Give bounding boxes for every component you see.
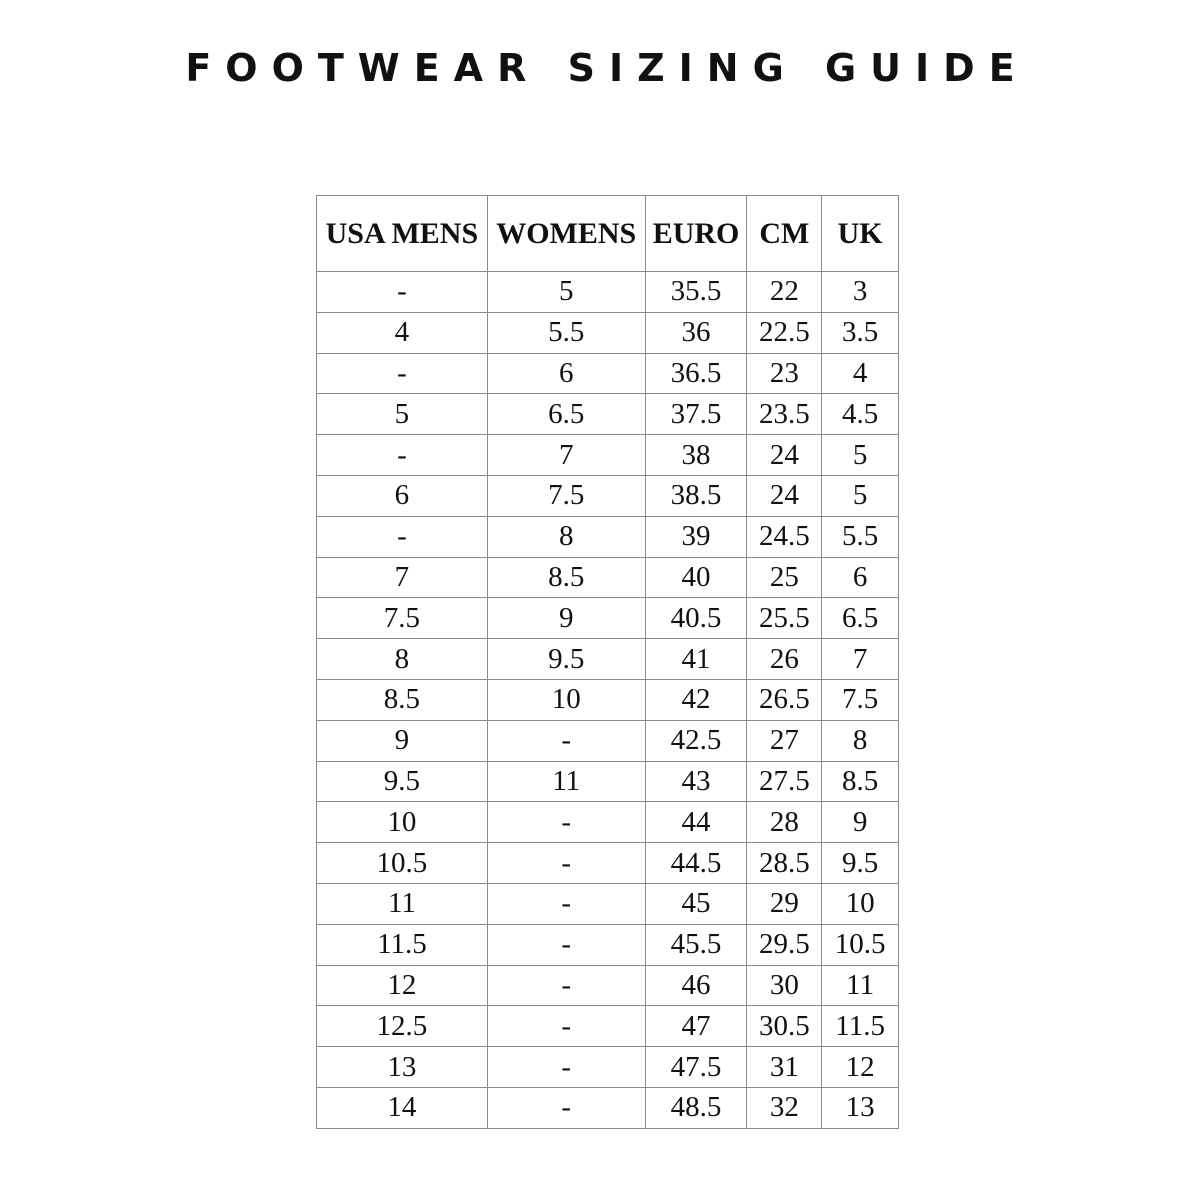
cell-euro: 44 xyxy=(645,802,747,843)
cell-uk: 11 xyxy=(822,965,899,1006)
cell-cm: 29.5 xyxy=(747,924,822,965)
column-header-cm: CM xyxy=(747,196,822,272)
cell-womens: - xyxy=(487,965,645,1006)
sizing-table xyxy=(316,195,899,1129)
cell-euro: 43 xyxy=(645,761,747,802)
cell-euro: 46 xyxy=(645,965,747,1006)
cell-cm: 25.5 xyxy=(747,598,822,639)
cell-uk: 4 xyxy=(822,353,899,394)
cell-usa-mens: 8.5 xyxy=(317,679,488,720)
cell-uk: 6 xyxy=(822,557,899,598)
cell-uk: 8 xyxy=(822,720,899,761)
cell-uk: 3.5 xyxy=(822,312,899,353)
table-body xyxy=(317,272,899,1129)
cell-cm: 30.5 xyxy=(747,1006,822,1047)
cell-uk: 3 xyxy=(822,272,899,313)
cell-cm: 30 xyxy=(747,965,822,1006)
cell-womens: 7 xyxy=(487,435,645,476)
cell-uk: 13 xyxy=(822,1087,899,1128)
cell-euro: 39 xyxy=(645,516,747,557)
cell-uk: 5 xyxy=(822,435,899,476)
cell-uk: 7.5 xyxy=(822,679,899,720)
cell-womens: 9.5 xyxy=(487,639,645,680)
cell-womens: 6 xyxy=(487,353,645,394)
table-row xyxy=(317,475,899,516)
cell-womens: 6.5 xyxy=(487,394,645,435)
cell-euro: 44.5 xyxy=(645,843,747,884)
cell-usa-mens: 8 xyxy=(317,639,488,680)
cell-cm: 25 xyxy=(747,557,822,598)
table-row xyxy=(317,272,899,313)
cell-cm: 28 xyxy=(747,802,822,843)
cell-usa-mens: 13 xyxy=(317,1047,488,1088)
cell-cm: 27.5 xyxy=(747,761,822,802)
cell-womens: - xyxy=(487,802,645,843)
cell-usa-mens: 6 xyxy=(317,475,488,516)
cell-womens: - xyxy=(487,1006,645,1047)
cell-euro: 42.5 xyxy=(645,720,747,761)
cell-usa-mens: 4 xyxy=(317,312,488,353)
table-row xyxy=(317,883,899,924)
cell-uk: 12 xyxy=(822,1047,899,1088)
cell-usa-mens: - xyxy=(317,353,488,394)
cell-womens: - xyxy=(487,883,645,924)
header-row xyxy=(317,196,899,272)
cell-usa-mens: 14 xyxy=(317,1087,488,1128)
cell-womens: 5.5 xyxy=(487,312,645,353)
cell-usa-mens: 12 xyxy=(317,965,488,1006)
table-row xyxy=(317,394,899,435)
cell-usa-mens: 9.5 xyxy=(317,761,488,802)
cell-usa-mens: 10 xyxy=(317,802,488,843)
cell-usa-mens: 9 xyxy=(317,720,488,761)
cell-cm: 29 xyxy=(747,883,822,924)
cell-uk: 7 xyxy=(822,639,899,680)
cell-usa-mens: 7.5 xyxy=(317,598,488,639)
cell-euro: 35.5 xyxy=(645,272,747,313)
table-row xyxy=(317,353,899,394)
cell-uk: 10 xyxy=(822,883,899,924)
cell-cm: 23.5 xyxy=(747,394,822,435)
cell-cm: 22 xyxy=(747,272,822,313)
cell-euro: 42 xyxy=(645,679,747,720)
cell-womens: 8 xyxy=(487,516,645,557)
table-row xyxy=(317,516,899,557)
table-row xyxy=(317,1006,899,1047)
cell-usa-mens: - xyxy=(317,435,488,476)
table-row xyxy=(317,312,899,353)
cell-womens: - xyxy=(487,720,645,761)
cell-euro: 40.5 xyxy=(645,598,747,639)
cell-euro: 48.5 xyxy=(645,1087,747,1128)
cell-usa-mens: 11 xyxy=(317,883,488,924)
cell-uk: 9 xyxy=(822,802,899,843)
cell-cm: 22.5 xyxy=(747,312,822,353)
table-row xyxy=(317,598,899,639)
cell-usa-mens: 12.5 xyxy=(317,1006,488,1047)
cell-euro: 47 xyxy=(645,1006,747,1047)
cell-usa-mens: - xyxy=(317,272,488,313)
cell-cm: 27 xyxy=(747,720,822,761)
column-header-euro: EURO xyxy=(645,196,747,272)
cell-euro: 36 xyxy=(645,312,747,353)
cell-euro: 45.5 xyxy=(645,924,747,965)
cell-uk: 11.5 xyxy=(822,1006,899,1047)
cell-usa-mens: 10.5 xyxy=(317,843,488,884)
cell-uk: 5.5 xyxy=(822,516,899,557)
cell-euro: 37.5 xyxy=(645,394,747,435)
cell-womens: 7.5 xyxy=(487,475,645,516)
cell-uk: 5 xyxy=(822,475,899,516)
table-row xyxy=(317,965,899,1006)
cell-uk: 6.5 xyxy=(822,598,899,639)
column-header-uk: UK xyxy=(822,196,899,272)
cell-usa-mens: 5 xyxy=(317,394,488,435)
cell-womens: 8.5 xyxy=(487,557,645,598)
cell-womens: 5 xyxy=(487,272,645,313)
table-row xyxy=(317,720,899,761)
cell-usa-mens: 7 xyxy=(317,557,488,598)
column-header-womens: WOMENS xyxy=(487,196,645,272)
table-row xyxy=(317,924,899,965)
cell-euro: 40 xyxy=(645,557,747,598)
table-row xyxy=(317,761,899,802)
table-row xyxy=(317,679,899,720)
cell-womens: 10 xyxy=(487,679,645,720)
cell-uk: 4.5 xyxy=(822,394,899,435)
cell-euro: 36.5 xyxy=(645,353,747,394)
cell-womens: - xyxy=(487,1047,645,1088)
cell-uk: 8.5 xyxy=(822,761,899,802)
cell-cm: 26.5 xyxy=(747,679,822,720)
cell-euro: 41 xyxy=(645,639,747,680)
table-row xyxy=(317,639,899,680)
cell-euro: 38.5 xyxy=(645,475,747,516)
page-title: FOOTWEAR SIZING GUIDE xyxy=(185,46,1029,90)
cell-usa-mens: 11.5 xyxy=(317,924,488,965)
cell-womens: 9 xyxy=(487,598,645,639)
cell-uk: 10.5 xyxy=(822,924,899,965)
cell-cm: 23 xyxy=(747,353,822,394)
table-row xyxy=(317,1047,899,1088)
cell-euro: 45 xyxy=(645,883,747,924)
cell-uk: 9.5 xyxy=(822,843,899,884)
cell-cm: 32 xyxy=(747,1087,822,1128)
cell-euro: 47.5 xyxy=(645,1047,747,1088)
cell-womens: - xyxy=(487,924,645,965)
table-row xyxy=(317,435,899,476)
cell-usa-mens: - xyxy=(317,516,488,557)
table-row xyxy=(317,557,899,598)
cell-womens: - xyxy=(487,843,645,884)
cell-cm: 28.5 xyxy=(747,843,822,884)
table-row xyxy=(317,843,899,884)
table-row xyxy=(317,802,899,843)
cell-cm: 31 xyxy=(747,1047,822,1088)
cell-cm: 24 xyxy=(747,435,822,476)
cell-womens: - xyxy=(487,1087,645,1128)
cell-womens: 11 xyxy=(487,761,645,802)
cell-cm: 24.5 xyxy=(747,516,822,557)
cell-cm: 24 xyxy=(747,475,822,516)
cell-cm: 26 xyxy=(747,639,822,680)
cell-euro: 38 xyxy=(645,435,747,476)
table-row xyxy=(317,1087,899,1128)
column-header-usa-mens: USA MENS xyxy=(317,196,488,272)
